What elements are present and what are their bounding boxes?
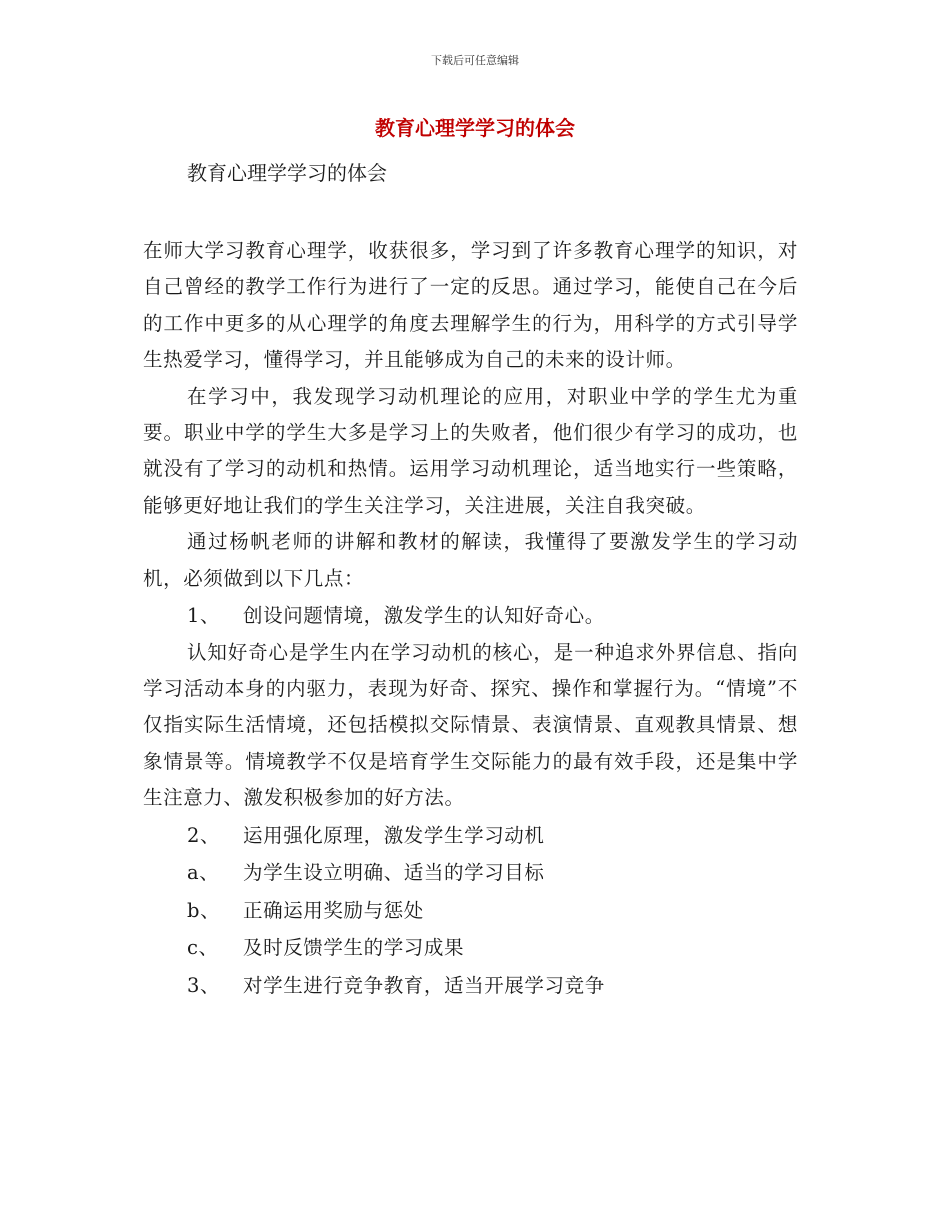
paragraph-motivation: 在学习中，我发现学习动机理论的应用，对职业中学的学生尤为重要。职业中学的学生大多是学习上的失败者，他们很少有学习的成功，也就没有了学习的动机和热情。运用学习动机理论，适当地实行一些策略，能够更好地让我们的学生关注学习，关注进展，关注自我突破。 (143, 384, 798, 517)
list-item-subpoint-c (143, 929, 798, 967)
list-item-subpoint-b (143, 892, 798, 930)
document-subtitle: 教育心理学学习的体会 (187, 161, 387, 185)
list-marker: 1、 (187, 604, 221, 628)
list-item-text: 正确运用奖励与惩处 (243, 898, 424, 922)
list-marker: 2、 (187, 823, 221, 847)
list-item-text: 运用强化原理，激发学生学习动机 (243, 823, 545, 847)
paragraph-lead-in: 通过杨帆老师的讲解和教材的解读，我懂得了要激发学生的学习动机，必须做到以下几点： (143, 530, 798, 590)
list-marker: a、 (187, 861, 220, 885)
list-marker: c、 (187, 936, 219, 960)
paragraph-curiosity: 认知好奇心是学生内在学习动机的核心，是一种追求外界信息、指向学习活动本身的内驱力，表现为好奇、探究、操作和掌握行为。“情境”不仅指实际生活情境，还包括模拟交际情景、表演情景、直观教具情景、想象情景等。情境教学不仅是培育学生交际能力的最有效手段，还是集中学生注意力、激发积极参加的好方法。 (143, 640, 798, 810)
list-item-text: 及时反馈学生的学习成果 (243, 936, 465, 960)
list-item-subpoint-a (143, 854, 798, 892)
list-item-text: 为学生设立明确、适当的学习目标 (243, 861, 545, 885)
list-item-point-1 (143, 597, 798, 635)
list-item-text: 创设问题情境，激发学生的认知好奇心。 (243, 604, 605, 628)
list-marker: b、 (187, 898, 221, 922)
page-header-note: 下载后可任意编辑 (431, 54, 519, 67)
document-body (143, 233, 798, 1004)
list-item-point-2 (143, 817, 798, 855)
list-item-point-3 (143, 967, 798, 1005)
paragraph-intro: 在师大学习教育心理学，收获很多，学习到了许多教育心理学的知识，对自己曾经的教学工作行为进行了一定的反思。通过学习，能使自己在今后的工作中更多的从心理学的角度去理解学生的行为，用科学的方式引导学生热爱学习，懂得学习，并且能够成为自己的未来的设计师。 (143, 239, 798, 372)
document-title: 教育心理学学习的体会 (375, 116, 575, 140)
list-item-text: 对学生进行竞争教育，适当开展学习竞争 (243, 973, 605, 997)
list-marker: 3、 (187, 973, 221, 997)
